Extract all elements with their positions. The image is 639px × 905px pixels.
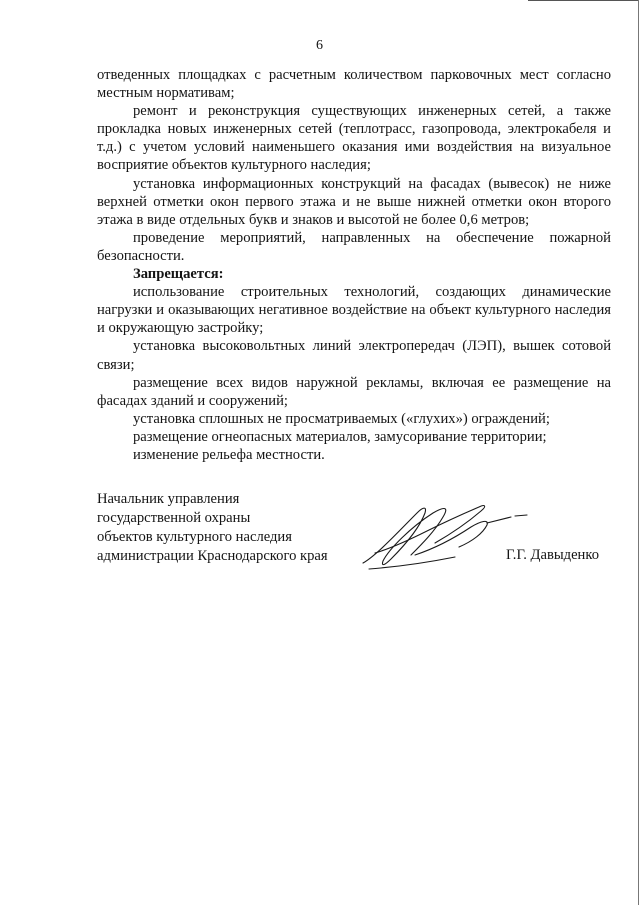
paragraph-engineering-networks: ремонт и реконструкция существующих инженерных сетей, а также прокладка новых инженерных сетей (теплотрасс, газопровода, электрокабеля и т.д.) с учетом условий наименьшего оказания ими воздействия на визуальное восприятие объектов культурного наследия;	[97, 103, 611, 174]
paragraph-construction-tech: использование строительных технологий, создающих динамические нагрузки и оказывающих негативное воздействие на объект культурного наследия и окружающую застройку;	[97, 284, 611, 337]
scan-edge-top	[528, 0, 639, 1]
paragraph-fences: установка сплошных не просматриваемых («глухих») ограждений;	[133, 410, 550, 427]
paragraph-parking: отведенных площадках с расчетным количеством парковочных мест согласно местным нормативам;	[97, 67, 611, 102]
document-body	[97, 66, 611, 464]
handwritten-signature	[355, 497, 530, 575]
paragraph-fire-safety: проведение мероприятий, направленных на обеспечение пожарной безопасности.	[97, 229, 611, 264]
prohibited-heading: Запрещается:	[133, 266, 224, 283]
paragraph-power-lines: установка высоковольтных линий электропередач (ЛЭП), вышек сотовой связи;	[97, 338, 611, 373]
signatory-name: Г.Г. Давыденко	[506, 547, 600, 563]
paragraph-relief: изменение рельефа местности.	[133, 446, 325, 463]
paragraph-flammable-materials: размещение огнеопасных материалов, замусоривание территории;	[133, 428, 547, 445]
signatory-title	[97, 490, 328, 566]
signatory-title-line: администрации Краснодарского края	[97, 548, 328, 564]
page-number: 6	[316, 38, 323, 53]
signatory-title-line: объектов культурного наследия	[97, 529, 292, 545]
signatory-title-line: Начальник управления	[97, 491, 240, 507]
paragraph-advertising: размещение всех видов наружной рекламы, включая ее размещение на фасадах зданий и сооружений;	[97, 374, 611, 409]
signatory-title-line: государственной охраны	[97, 510, 251, 526]
paragraph-signboards: установка информационных конструкций на фасадах (вывесок) не ниже верхней отметки окон первого этажа и не выше нижней отметки окон второго этажа в виде отдельных букв и знаков и высотой не более 0,6 метров;	[97, 175, 611, 228]
